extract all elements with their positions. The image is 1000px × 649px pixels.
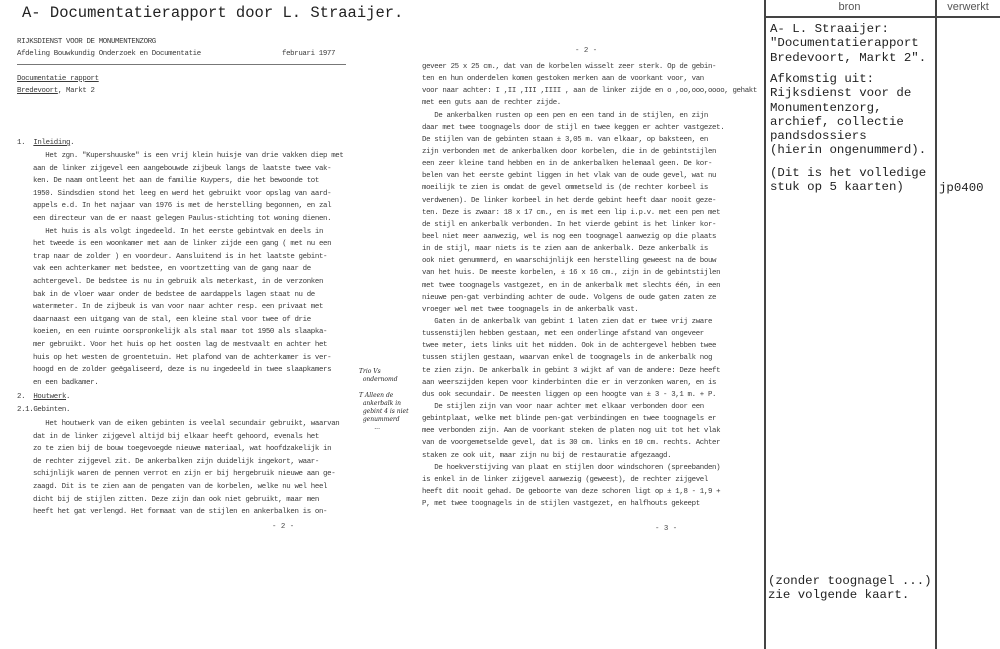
department: Afdeling Bouwkundig Onderzoek en Documentatie	[17, 50, 201, 58]
continuation-note	[768, 574, 932, 603]
verwerkt-code: jp0400	[939, 181, 984, 195]
page-body	[422, 61, 757, 510]
text-line: De stijlen zijn van voor naar achter met elkaar verbonden door een	[422, 402, 704, 411]
text-line: mer gebruikt. Voor het huis op het oosten lag de mestvaalt en achter het	[33, 340, 328, 349]
text-line: Gaten in de ankerbalk van gebint 1 laten zien dat er twee vrij zware	[422, 317, 713, 326]
text-line: nieuwe pen-gat verbinding achter de oude. Volgens de oude gaten zaten ze	[422, 293, 717, 302]
text-line: stuk op 5 kaarten)	[770, 180, 904, 195]
page-number: - 2 -	[272, 523, 295, 531]
text-line: twee meter, iets links uit het midden. Ook in de achtergevel hebben twee	[422, 342, 717, 351]
text-line: Bredevoort, Markt 2".	[770, 50, 927, 65]
text-line: zie volgende kaart.	[768, 588, 910, 603]
column-header-verwerkt: verwerkt	[947, 1, 989, 13]
text-line: "Documentatierapport	[770, 36, 919, 51]
right-page	[420, 0, 764, 649]
text-line: de rechter zijgevel zit. De ankerbalken zijn duidelijk ingekort, waar-	[33, 457, 319, 466]
text-line: voor naar achter: I ,II ,III ,IIII , aan de linker zijde en o ,oo,ooo,oooo, gehakt	[422, 87, 757, 96]
text-line: ken. De naam ontleent het aan de familie Kuypers, die het bewoonde tot	[33, 177, 319, 186]
text-line: zijn verbonden met de ankerbalken door korbelen, die in de gebintstijlen	[422, 147, 717, 156]
text-line: daar met twee toognagels door de stijl en twee keggen er achter vastgezet.	[422, 123, 725, 132]
source-note	[770, 166, 926, 195]
text-line: Rijksdienst voor de	[770, 86, 912, 101]
page-header: - 2 -	[575, 47, 598, 55]
text-line: de stijl en ankerbalk verbonden. In het vierde gebint is het linker kor-	[422, 220, 717, 229]
text-line: schijnlijk waren de pennen verrot en zijn er bij hergebruik nieuwe aan ge-	[33, 470, 336, 479]
handwritten-note: Trio Vs ondernomd	[359, 368, 398, 383]
source-origin	[770, 72, 926, 158]
section-title: Houtwerk	[33, 393, 67, 401]
text-line: appels e.d. In het najaar van 1976 is met de herstelling begonnen, en zal	[33, 202, 332, 211]
column-header-bron: bron	[838, 1, 861, 13]
text-line: (zonder toognagel ...)	[768, 574, 932, 588]
text-line: een directeur van de er naast gelegen Paulus-stichting tot woning dienen.	[33, 214, 332, 223]
table-border	[764, 0, 766, 649]
text-line: archief, collectie	[770, 114, 904, 129]
text-line: Afkomstig uit:	[770, 72, 875, 86]
location-name: Bredevoort	[17, 87, 58, 95]
text-line: heeft het gat verlengd. Het formaat van de stijlen en ankerbalken is on-	[33, 508, 328, 517]
header-rule	[17, 64, 346, 65]
text-line: De stijlen van de gebinten staan ± 3,05 m. van elkaar, op baksteen, en	[422, 135, 708, 144]
text-line: pandsdossiers	[770, 129, 867, 144]
section-2-heading: 2. Houtwerk.	[17, 393, 71, 401]
text-line: in de stijl, maar niets is te zien aan de ankerbalk. Deze ankerbalk is	[422, 245, 708, 254]
text-line: tussen stijlen gestaan, waarvan enkel de toognagels in de ankerbalk nog	[422, 354, 713, 363]
text-line: staken ze ook uit, maar zijn nu bij de restauratie afgezaagd.	[422, 451, 672, 460]
text-line: verdwenen). De linker korbeel in het derde gebint heeft daar nooit geze-	[422, 196, 717, 205]
text-line: te zien zijn. De ankerbalk in gebint 3 wijkt af van de andere: Deze heeft	[422, 366, 721, 375]
text-line: mee verbonden zijn. Aan de voorkant steken de platen nog uit tot het vlak	[422, 427, 721, 436]
text-line: vak een achterkamer met bedstee, en voortzetting van de gang naar de	[33, 265, 311, 274]
text-line: (hierin ongenummerd).	[770, 143, 927, 158]
text-line: Monumentenzorg,	[770, 100, 882, 115]
text-line: De ankerbalken rusten op een pen en een tand in de stijlen, en zijn	[422, 111, 708, 120]
text-line: beel niet meer aanwezig, wel is nog een toognagel aanwezig op die plaats	[422, 232, 717, 241]
text-line: achtergevel. De bedstee is nu in gebruik als meterkast, in de verzonken	[33, 277, 324, 286]
section-title: Inleiding	[33, 139, 71, 147]
text-line: vroeger wel met twee toognagels in de ankerbalk vast.	[422, 305, 639, 314]
handwritten-note: T Alleen de ankerbalk in gebint 4 is niet genummerd ...	[359, 392, 409, 431]
source-citation	[770, 22, 926, 65]
text-line: met een guts aan de rechter zijde.	[422, 99, 561, 108]
text-line: gebintplaat, welke met blinde pen-gat verbindingen en twee toognagels er	[422, 415, 717, 424]
text-line: trap naar de zolder ) en voordeur. Aansluitend is in het laatste gebint-	[33, 252, 328, 261]
section-1-body	[33, 150, 343, 389]
text-line: bak in de vloer waar onder de bedstee de aardappels lagen staat nu de	[33, 290, 315, 299]
text-line: Het houtwerk van de eiken gebinten is veelal secundair gebruikt, waarvan	[33, 420, 340, 428]
text-line: Het huis is als volgt ingedeeld. In het eerste gebintvak en deels in	[33, 227, 324, 236]
doc-type: Documentatie rapport	[17, 75, 99, 83]
text-line: en een badkamer.	[33, 378, 99, 387]
card-title: A- Documentatierapport door L. Straaijer.	[22, 4, 404, 22]
text-line: geveer 25 x 25 cm., dat van de korbelen wisselt zeer sterk. Op de gebin-	[422, 63, 717, 71]
text-line: daarnaast een uitgang van de stal, een kleine stal voor twee of drie	[33, 315, 311, 324]
text-line: dicht bij de stijlen zitten. Deze zijn dan ook niet gebruikt, maar men	[33, 495, 319, 504]
text-line: belen van het eerste gebint liggen in het vlak van de oude gevel, wat nu	[422, 172, 717, 181]
address: , Markt 2	[57, 87, 95, 95]
text-line: ten en hun onderdelen komen gestoken merken aan de voorkant voor, van	[422, 75, 704, 84]
section-number: 1.	[17, 139, 26, 147]
text-line: met twee toognagels vastgezet, en in de ankerbalk met slechts één, in een	[422, 281, 721, 290]
text-line: aan de linker zijgevel een aangebouwde zijbeuk langs de laatste twee vak-	[33, 164, 332, 173]
doc-location	[17, 85, 95, 98]
text-line: moeilijk te zien is omdat de gevel ommetseld is (de rechter korbeel is	[422, 184, 708, 193]
text-line: tussenstijlen hebben gestaan, met een onderlinge afstand van ongeveer	[422, 330, 704, 339]
text-line: koeien, en een ruimte oorspronkelijk als stal maar tot 1950 als slaapka-	[33, 328, 328, 337]
section-2-1-body	[33, 418, 339, 519]
page-number: - 3 -	[655, 525, 678, 533]
text-line: is enkel in de linker zijgevel aanwezig (geweest), de rechter zijgevel	[422, 475, 708, 484]
text-line: Het zgn. "Kupershuuske" is een vrij klein huisje van drie vakken diep met	[33, 152, 344, 160]
text-line: ten. Deze is zwaar: 18 x 17 cm., en is met een lip i.p.v. met een pen met	[422, 208, 721, 217]
header-rule	[764, 16, 1000, 18]
org-name: RIJKSDIENST VOOR DE MONUMENTENZORG	[17, 38, 156, 46]
text-line: De hoekverstijving van plaat en stijlen door windschoren (spreebanden)	[422, 463, 721, 472]
text-line: huis op het westen de groentetuin. Het plafond van de achterkamer is ver-	[33, 353, 332, 362]
text-line: van de voorgemetselde gevel, dat is 30 cm. links en 10 cm. rechts. Achter	[422, 439, 721, 448]
text-line: zaagd. Dit is te zien aan de pengaten van de korbelen, welke nu wel heel	[33, 482, 328, 491]
text-line: dus ook secundair. De meesten liggen op een hoogte van ± 3 - 3,1 m. + P.	[422, 390, 717, 399]
text-line: ook niet genummerd, en waarschijnlijk een herstelling geweest na de bouw	[422, 257, 717, 266]
section-1-heading: 1. Inleiding.	[17, 139, 75, 147]
column-divider	[935, 0, 937, 649]
text-line: A- L. Straaijer:	[770, 22, 889, 36]
left-page	[0, 0, 355, 649]
text-line: hoogd en de zolder geëgaliseerd, deze is nu ingedeeld in twee slaapkamers	[33, 366, 332, 375]
section-2-1-heading: 2.1.Gebinten.	[17, 406, 71, 414]
text-line: (Dit is het volledige	[770, 166, 927, 180]
text-line: dat in de linker zijgevel altijd bij elkaar heeft gehoord, evenals het	[33, 432, 319, 441]
text-line: watermeter. In de zijbeuk is van voor naar achter resp. een privaat met	[33, 303, 324, 312]
report-date: februari 1977	[282, 50, 336, 58]
text-line: P, met twee toognagels in de stijlen vastgezet, en halfhouts gekeept	[422, 500, 700, 509]
text-line: 1950. Sindsdien stond het leeg en werd het gebruikt voor opslag van aard-	[33, 189, 332, 198]
text-line: heeft dit nooit gehad. De geboorte van deze schoren ligt op ± 1,8 - 1,9 +	[422, 487, 721, 496]
text-line: een zeer kleine tand hebben en in de ankerbalken helemaal geen. De kor-	[422, 160, 713, 169]
section-number: 2.	[17, 393, 26, 401]
text-line: aan weerszijden kepen voor kinderbinten die er in verzonken waren, en is	[422, 378, 717, 387]
text-line: het tweede is een woonkamer met aan de linker zijde een gang ( met nu een	[33, 240, 332, 249]
text-line: zo te zien bij de bouw toegevoegde nieuwe materiaal, wat hoofdzakelijk in	[33, 445, 332, 454]
text-line: van het huis. De meeste korbelen, ± 16 x 16 cm., zijn in de gebintstijlen	[422, 269, 721, 278]
